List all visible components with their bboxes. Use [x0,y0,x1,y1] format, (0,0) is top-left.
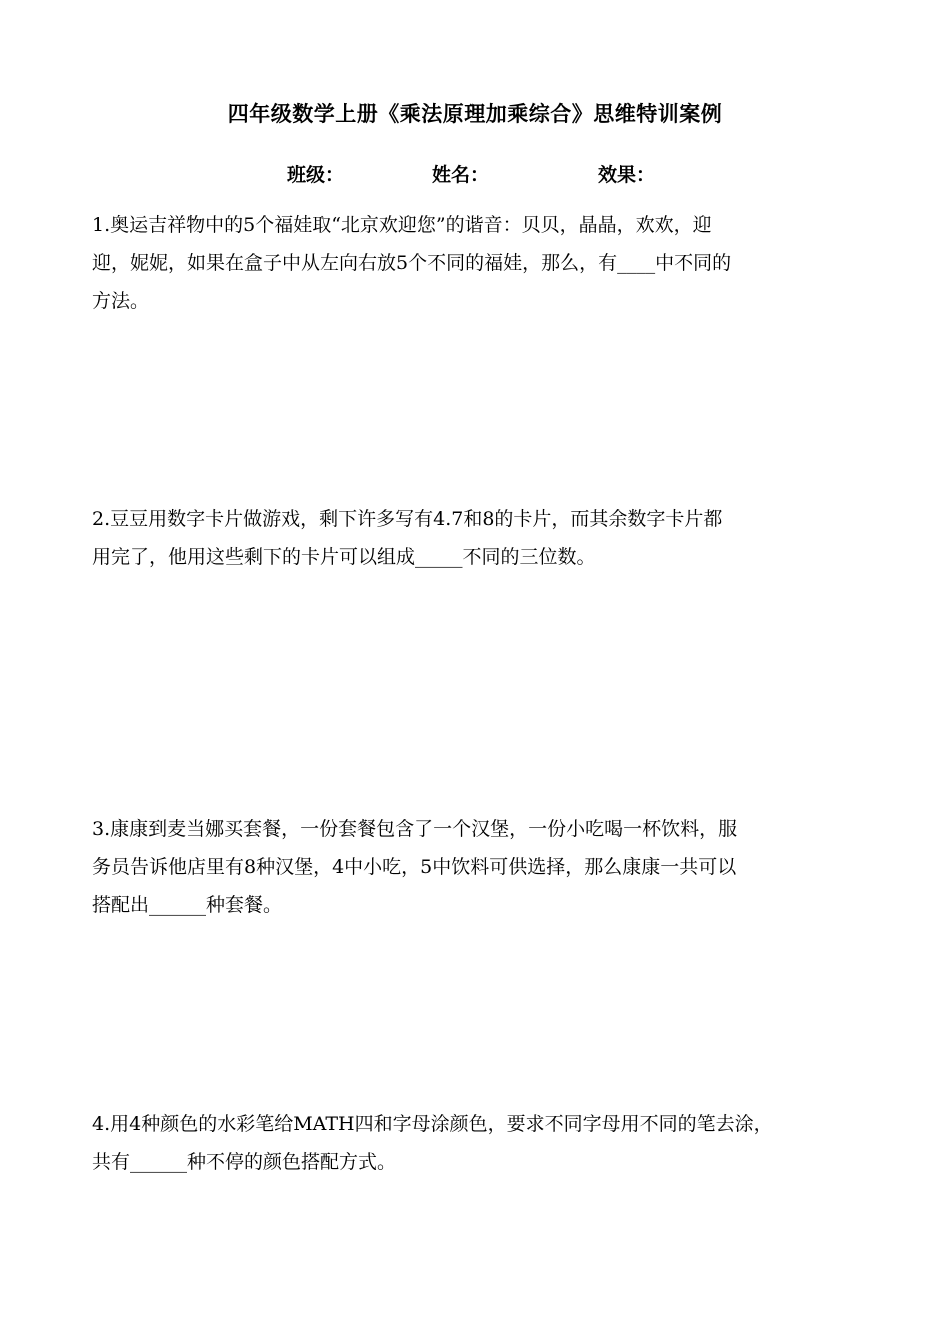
question-2-line-2: 用完了，他用这些剩下的卡片可以组成_____不同的三位数。 [92,546,596,568]
question-2-line-1: 2.豆豆用数字卡片做游戏，剩下许多写有4.7和8的卡片，而其余数字卡片都 [92,508,723,530]
name-label: 姓名： [432,164,490,186]
question-1-line-3: 方法。 [92,290,150,312]
score-label: 效果： [598,164,656,186]
question-4-line-1: 4.用4种颜色的水彩笔给MATH四和字母涂颜色，要求不同字母用不同的笔去涂， [92,1113,773,1135]
question-1 [92,206,872,320]
question-3 [92,810,872,924]
question-3-line-1: 3.康康到麦当娜买套餐，一份套餐包含了一个汉堡，一份小吃喝一杯饮料，服 [92,818,738,840]
class-label: 班级： [287,164,345,186]
question-4-line-2: 共有______种不停的颜色搭配方式。 [92,1151,397,1173]
page-title: 四年级数学上册《乘法原理加乘综合》思维特训案例 [227,102,723,126]
question-1-line-2: 迎，妮妮，如果在盒子中从左向右放5个不同的福娃，那么，有____中不同的 [92,252,732,274]
question-3-line-2: 务员告诉他店里有8种汉堡，4中小吃，5中饮料可供选择，那么康康一共可以 [92,856,737,878]
question-2 [92,500,872,576]
question-3-line-3: 搭配出______种套餐。 [92,894,283,916]
question-4 [92,1105,872,1181]
question-1-line-1: 1.奥运吉祥物中的5个福娃取“北京欢迎您”的谐音：贝贝，晶晶，欢欢，迎 [92,214,712,236]
